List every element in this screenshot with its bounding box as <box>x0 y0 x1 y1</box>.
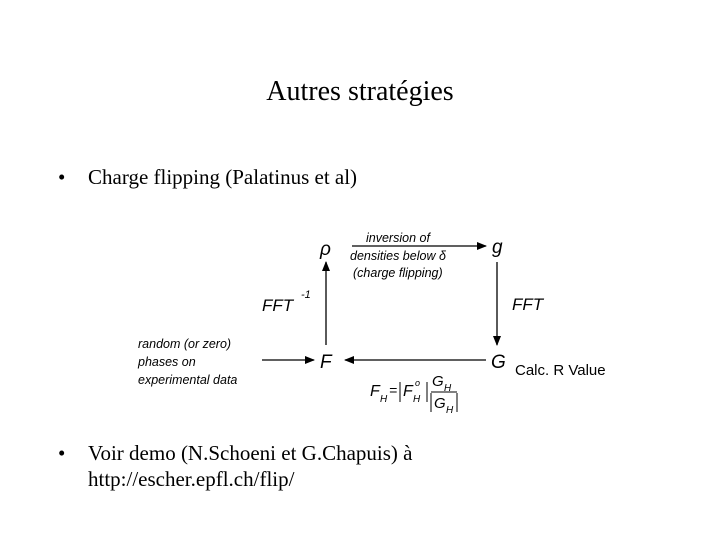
top-note-line-1: inversion of <box>366 231 430 245</box>
bullet-marker: • <box>58 441 66 465</box>
formula-den: G <box>434 395 446 412</box>
top-note-line-3: (charge flipping) <box>353 266 443 280</box>
left-note-line-2: phases on <box>138 355 196 369</box>
left-note-line-1: random (or zero) <box>138 337 232 351</box>
bullet-demo <box>58 440 518 492</box>
formula-num-sub: H <box>444 383 452 394</box>
fft-label: FFT <box>512 295 544 314</box>
calc-r-value-label: Calc. R Value <box>515 362 606 379</box>
amplitude-formula <box>370 373 457 416</box>
formula-mid-sup: o <box>415 378 421 388</box>
formula-num: G <box>432 373 444 390</box>
fft-inverse-label: FFT <box>262 296 294 315</box>
g-symbol: g <box>492 237 503 258</box>
formula-mid-sub: H <box>413 394 421 405</box>
rho-symbol: ρ <box>320 239 331 260</box>
left-note-line-3: experimental data <box>138 373 238 387</box>
bullet-marker: • <box>58 165 66 189</box>
G-symbol: G <box>491 352 506 373</box>
top-note-line-2: densities below δ <box>350 249 446 263</box>
formula-den-sub: H <box>446 405 454 416</box>
formula-lhs: F <box>370 383 380 400</box>
F-symbol: F <box>320 352 332 373</box>
slide-title: Autres stratégies <box>266 76 454 107</box>
formula-equals: = <box>389 382 398 398</box>
bullet-text: Voir demo (N.Schoeni et G.Chapuis) à http://escher.epfl.ch/flip/ <box>88 441 413 491</box>
fft-inverse-exponent: -1 <box>301 289 311 301</box>
formula-lhs-sub: H <box>380 394 388 405</box>
formula-mid: F <box>403 383 413 400</box>
bullet-text: Charge flipping (Palatinus et al) <box>88 165 358 189</box>
